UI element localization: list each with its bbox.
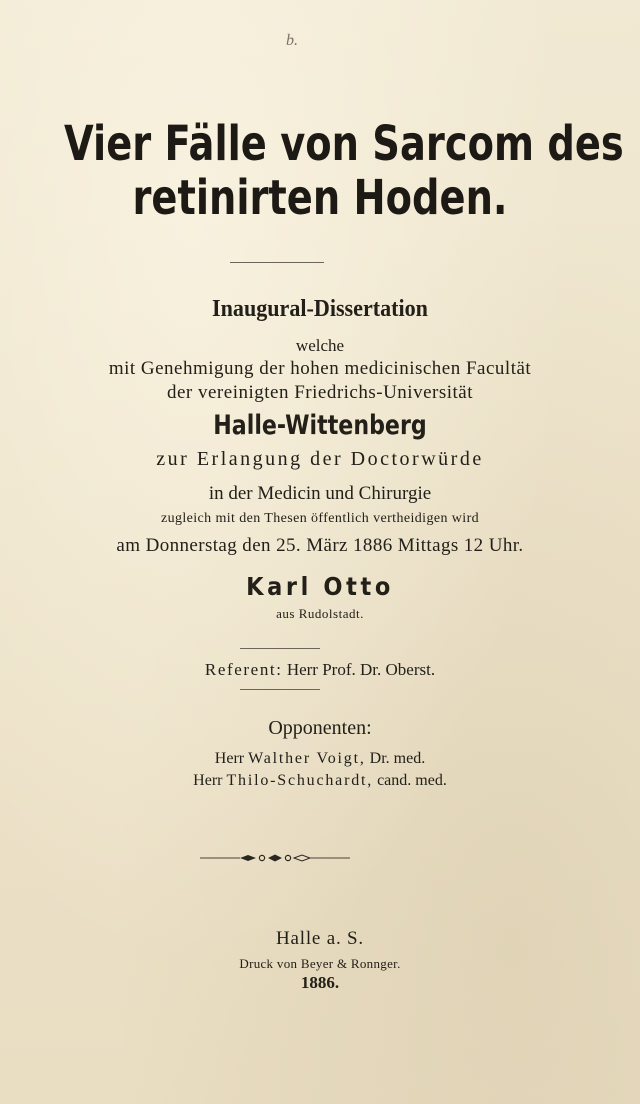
- author-origin: aus Rudolstadt.: [276, 606, 364, 621]
- subject-line: in der Medicin und Chirurgie: [208, 483, 432, 504]
- opponent-1: [0, 750, 640, 768]
- defense-date-line: am Donnerstag den 25. März 1886 Mittags 12 Uhr.: [116, 535, 524, 556]
- author-name: Karl Otto: [246, 572, 394, 601]
- shelf-mark: b.: [286, 32, 298, 49]
- opponent-1-prefix: Herr: [214, 750, 245, 767]
- divider-rule: [240, 689, 320, 690]
- welche-text: welche: [295, 336, 345, 355]
- opponent-2-prefix: Herr: [193, 772, 223, 789]
- dissertation-heading: Inaugural-Dissertation: [212, 296, 428, 322]
- year-of-print: 1886.: [300, 973, 340, 992]
- opponent-2-name: Thilo-Schuchardt,: [226, 772, 374, 789]
- theses-line: zugleich mit den Thesen öffentlich vertheidigen wird: [160, 511, 480, 526]
- degree-line: zur Erlangung der Doctorwürde: [156, 448, 484, 470]
- opponent-1-suffix: Dr. med.: [369, 750, 426, 767]
- referee-name: Herr Prof. Dr. Oberst.: [286, 660, 436, 679]
- ornament-divider: [200, 853, 350, 863]
- opponent-2: [0, 772, 640, 790]
- opponent-2-suffix: cand. med.: [377, 772, 447, 789]
- approval-line: mit Genehmigung der hohen medicinischen Facultät: [108, 358, 532, 379]
- university-line: der vereinigten Friedrichs-Universität: [166, 382, 473, 403]
- opponents-heading: Opponenten:: [268, 717, 372, 739]
- divider-rule: [240, 648, 320, 649]
- printer-line: Druck von Beyer & Ronnger.: [239, 956, 401, 971]
- title-line-1: Vier Fälle von Sarcom des: [64, 116, 624, 172]
- place-of-print: Halle a. S.: [276, 928, 364, 949]
- divider-rule: [230, 262, 324, 263]
- referee-line: [0, 660, 640, 680]
- opponent-1-name: Walther Voigt,: [248, 750, 366, 767]
- university-city: Halle-Wittenberg: [213, 410, 427, 441]
- referee-label: Referent:: [204, 660, 283, 679]
- title-line-2: retinirten Hoden.: [132, 170, 508, 226]
